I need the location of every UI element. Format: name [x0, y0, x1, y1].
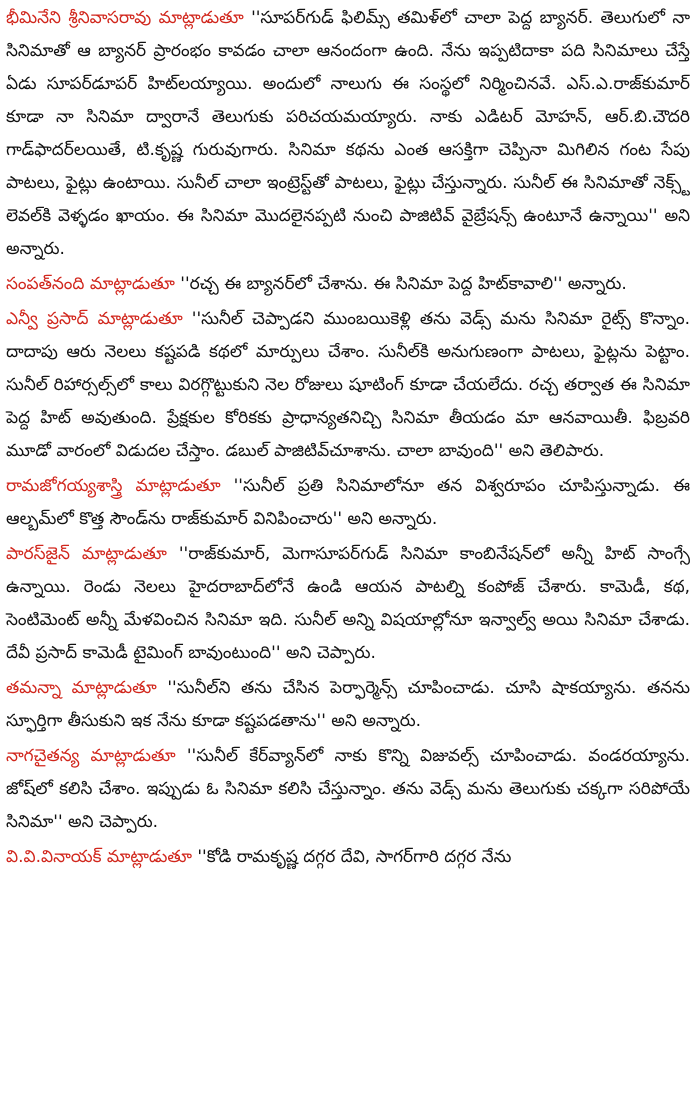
speaker-name: ఎన్వీ ప్రసాద్‌ మాట్లాడుతూ: [6, 309, 183, 329]
paragraph-naga-chaitanya: [6, 740, 690, 839]
speech-text: ''కోడి రామకృష్ణ దగ్గర దేవి, సాగర్‌గారి దగ్గర నేను: [191, 847, 512, 867]
speaker-name: రామజోగయ్యశాస్త్రి మాట్లాడుతూ: [6, 476, 221, 496]
paragraph-vv-vinayak: [6, 841, 690, 874]
paragraph-sampath-nandi: [6, 268, 690, 301]
paragraph-nv-prasad: [6, 303, 690, 468]
paragraph-bhimineni: [6, 2, 690, 266]
paragraph-ramajogayya-sastry: [6, 470, 690, 536]
article-body: [6, 2, 690, 876]
paragraph-paras-jain: [6, 538, 690, 670]
speech-text: ''రచ్చ ఈ బ్యానర్‌లో చేశాను. ఈ సినిమా పెద్ద హిట్‌కావాలి'' అన్నారు.: [174, 274, 627, 294]
speaker-name: సంపత్‌నంది మాట్లాడుతూ: [6, 274, 175, 294]
speech-text: ''సునీల్‌ కేర్‌వ్యాన్‌లో నాకు కొన్ని విజువల్స్‌ చూపించాడు. వండరయ్యాను. జోష్‌లో కలిసి చేశాం. ఇప్పుడు ఓ సినిమా కలిసి చేస్తున్నాం. తను వెడ్స్‌ మను తెలుగుకు చక్కగా సరిపోయే సినిమా'' అని చెప్పారు.: [6, 746, 690, 832]
speech-text: ''సునీల్‌ చెప్పాడని ముంబయికెళ్లి తను వెడ్స్‌ మను సినిమా రైట్స్‌ కొన్నాం. దాదాపు ఆరు నెలలు కష్టపడి కథలో మార్పులు చేశాం. సునీల్‌కి అనుగుణంగా పాటలు, ఫైట్లను పెట్టాం. సునీల్‌ రిహార్సల్స్‌లో కాలు విరగ్గొట్టుకుని నెల రోజులు షూటింగ్‌ కూడా చేయలేదు. రచ్చ తర్వాత ఈ సినిమా పెద్ద హిట్‌ అవుతుంది. ప్రేక్షకుల కోరికకు ప్రాధాన్యతనిచ్చి సినిమా తీయడం మా ఆనవాయితీ. ఫిబ్రవరి మూడో వారంలో విడుదల చేస్తాం. డబుల్‌ పాజిటివ్‌చూశాను. చాలా బావుంది'' అని తెలిపారు.: [6, 309, 690, 461]
speaker-name: భీమినేని శ్రీనివాసరావు మాట్లాడుతూ: [6, 8, 244, 28]
paragraph-tamanna: [6, 672, 690, 738]
speech-text: ''సునీల్‌ ప్రతి సినిమాలోనూ తన విశ్వరూపం చూపిస్తున్నాడు. ఈ ఆల్బమ్‌లో కొత్త సౌండ్‌ను రాజ్‌కుమార్‌ వినిపించారు'' అని అన్నారు.: [6, 476, 691, 529]
speaker-name: వి.వి.వినాయక్‌ మాట్లాడుతూ: [6, 847, 192, 867]
speaker-name: తమన్నా మాట్లాడుతూ: [6, 678, 157, 698]
speech-text: ''సునీల్‌ని తను చేసిన పెర్ఫార్మెన్స్‌ చూపించాడు. చూసి షాకయ్యాను. తనను స్ఫూర్తిగా తీసుకుని ఇక నేను కూడా కష్టపడతాను'' అని అన్నారు.: [6, 678, 690, 731]
speaker-name: నాగచైతన్య మాట్లాడుతూ: [6, 746, 176, 766]
speech-text: ''సూపర్‌గుడ్‌ ఫిలిమ్స్‌ తమిళ్‌లో చాలా పెద్ద బ్యానర్‌. తెలుగులో నా సినిమాతో ఆ బ్యానర్‌ ప్రారంభం కావడం చాలా ఆనందంగా ఉంది. నేను ఇప్పటిదాకా పది సినిమాలు చేస్తే ఏడు సూపర్‌డూపర్‌ హిట్‌లయ్యాయి. అందులో నాలుగు ఈ సంస్థలో నిర్మించినవే. ఎస్‌.ఎ.రాజ్‌కుమార్‌ కూడా నా సినిమా ద్వారానే తెలుగుకు పరిచయమయ్యారు. నాకు ఎడిటర్‌ మోహన్‌, ఆర్‌.బి.చౌదరి గాడ్‌ఫాదర్‌లయితే, టి.కృష్ణ గురువుగారు. సినిమా కథను ఎంత ఆసక్తిగా చెప్పినా మిగిలిన గంట సేపు పాటలు, ఫైట్లు ఉంటాయి. సునీల్‌ చాలా ఇంట్రెస్ట్‌తో పాటలు, ఫైట్లు చేస్తున్నారు. సునీల్‌ ఈ సినిమాతో నెక్స్ట్‌ లెవల్‌కి వెళ్ళడం ఖాయం. ఈ సినిమా మొదలైనప్పటి నుంచి పాజిటివ్‌ వైబ్రేషన్స్‌ ఉంటూనే ఉన్నాయి'' అని అన్నారు.: [6, 8, 690, 259]
speaker-name: పారస్‌జైన్‌ మాట్లాడుతూ: [6, 544, 167, 564]
speech-text: ''రాజ్‌కుమార్‌, మెగాసూపర్‌గుడ్‌ సినిమా కాంబినేషన్‌లో అన్నీ హిట్‌ సాంగ్సే ఉన్నాయి. రెండు నెలలు హైదరాబాద్‌లోనే ఉండి ఆయన పాటల్ని కంపోజ్‌ చేశారు. కామెడీ, కథ, సెంటిమెంట్‌ అన్నీ మేళవించిన సినిమా ఇది. సునీల్‌ అన్ని విషయాల్లోనూ ఇన్వాల్వ్‌ అయి సినిమా చేశాడు. దేవీ ప్రసాద్‌ కామెడీ టైమింగ్‌ బావుంటుంది'' అని చెప్పారు.: [6, 544, 691, 663]
